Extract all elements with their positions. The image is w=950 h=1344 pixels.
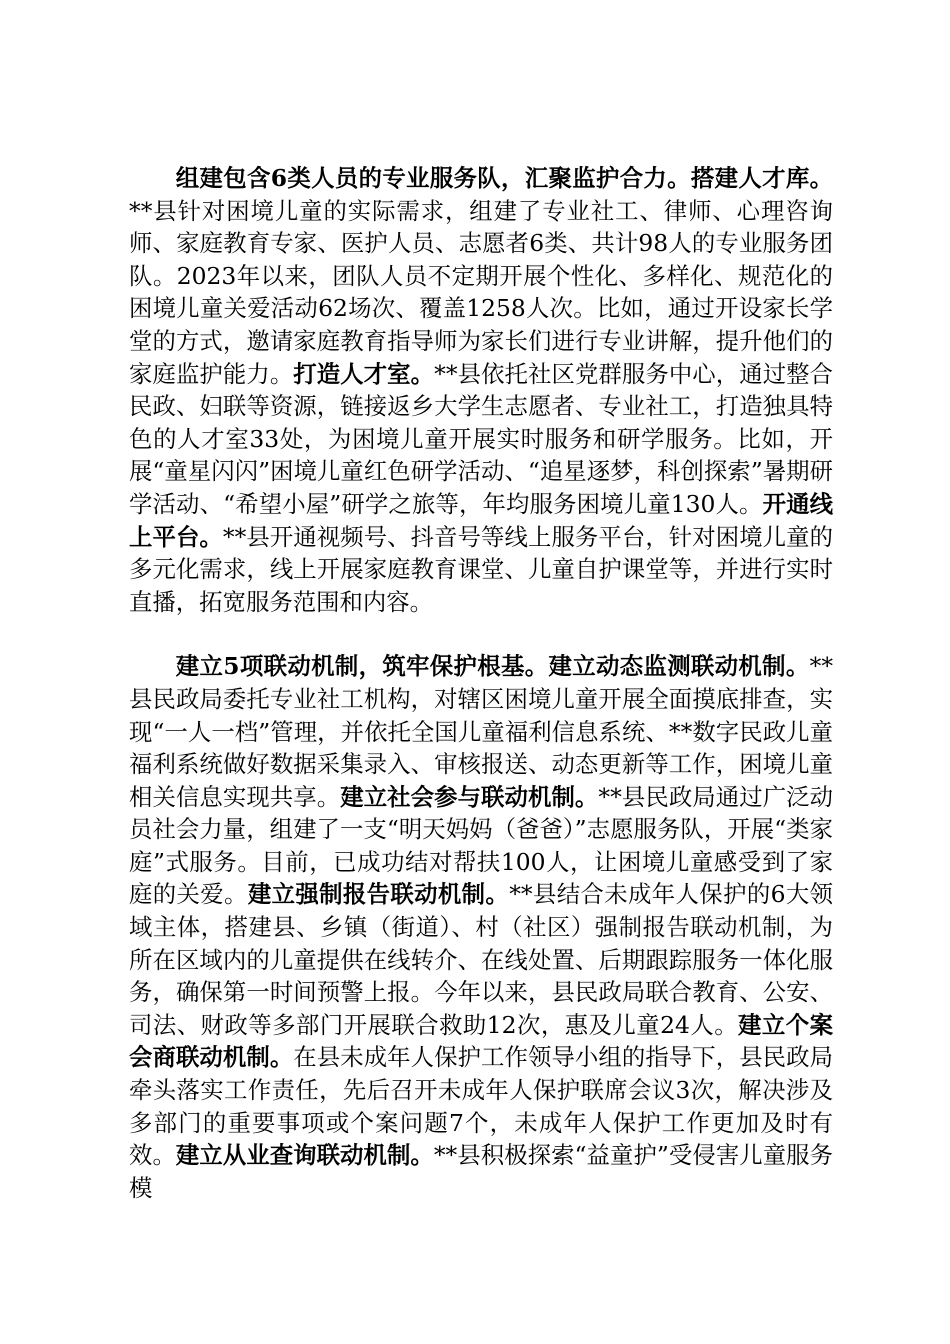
paragraph-linkage-mechanisms [129, 650, 833, 1204]
subsection-heading: 搭建人才库。 [690, 164, 834, 192]
body-text: **县针对困境儿童的实际需求，组建了专业社工、律师、心理咨询师、家庭教育专家、医护人员、志愿者6类、共计98人的专业服务团队。2023年以来，团队人员不定期开展个性化、多样化、规范化的困境儿童关爱活动62场次、覆盖1258人次。比如，通过开设家长学堂的方式，邀请家庭教育指导师为家长们进行专业讲解，提升他们的家庭监护能力。 [129, 196, 833, 388]
subsection-heading: 建立个案会商联动机制。 [129, 1010, 833, 1072]
subsection-heading: 开通线上平台。 [129, 489, 834, 551]
body-text: **县民政局通过广泛动员社会力量，组建了一支“明天妈妈（爸爸）”志愿服务队，开展“类家庭”式服务。目前，已成功结对帮扶100人，让困境儿童感受到了家庭的关爱。 [129, 782, 834, 909]
body-text: **县依托社区党群服务中心，通过整合民政、妇联等资源，链接返乡大学生志愿者、专业社工，打造独具特色的人才室33处，为困境儿童开展实时服务和研学服务。比如，开展“童星闪闪”困境儿童红色研学活动、“追星逐梦，科创探索”暑期研学活动、“希望小屋”研学之旅等，年均服务困境儿童130人。 [129, 359, 834, 518]
body-text: 在县未成年人保护工作领导小组的指导下，县民政局牵头落实工作责任，先后召开未成年人保护联席会议3次，解决涉及多部门的重要事项或个案问题7个，未成年人保护工作更加及时有效。 [129, 1043, 834, 1170]
document-page [129, 162, 833, 1204]
section-heading: 建立5项联动机制，筑牢保护根基。 [175, 652, 549, 681]
subsection-heading: 建立社会参与联动机制。 [340, 782, 599, 811]
body-text: **县民政局委托专业社工机构，对辖区困境儿童开展全面摸底排查，实现“一人一档”管理，并依托全国儿童福利信息系统、**数字民政儿童福利系统做好数据采集录入、审核报送、动态更新等工作，困境儿童相关信息实现共享。 [129, 652, 834, 811]
subsection-heading: 建立从业查询联动机制。 [175, 1141, 434, 1170]
subsection-heading: 打造人才室。 [293, 359, 435, 388]
body-text: **县积极探索“益童护”受侵害儿童服务模 [129, 1141, 834, 1202]
body-text: **县结合未成年人保护的6大领域主体，搭建县、乡镇（街道）、村（社区）强制报告联动机制，为所在区域内的儿童提供在线转介、在线处置、后期跟踪服务一体化服务，确保第一时间预警上报。今年以来，县民政局联合教育、公安、司法、财政等多部门开展联合救助12次，惠及儿童24人。 [129, 880, 833, 1039]
subsection-heading: 建立强制报告联动机制。 [247, 880, 510, 909]
paragraph-service-team [129, 162, 833, 618]
subsection-heading: 建立动态监测联动机制。 [548, 652, 810, 681]
section-heading: 组建包含6类人员的专业服务队，汇聚监护合力。 [175, 164, 691, 192]
body-text: **县开通视频号、抖音号等线上服务平台，针对困境儿童的多元化需求，线上开展家庭教育课堂、儿童自护课堂等，并进行实时直播，拓宽服务范围和内容。 [129, 522, 834, 616]
